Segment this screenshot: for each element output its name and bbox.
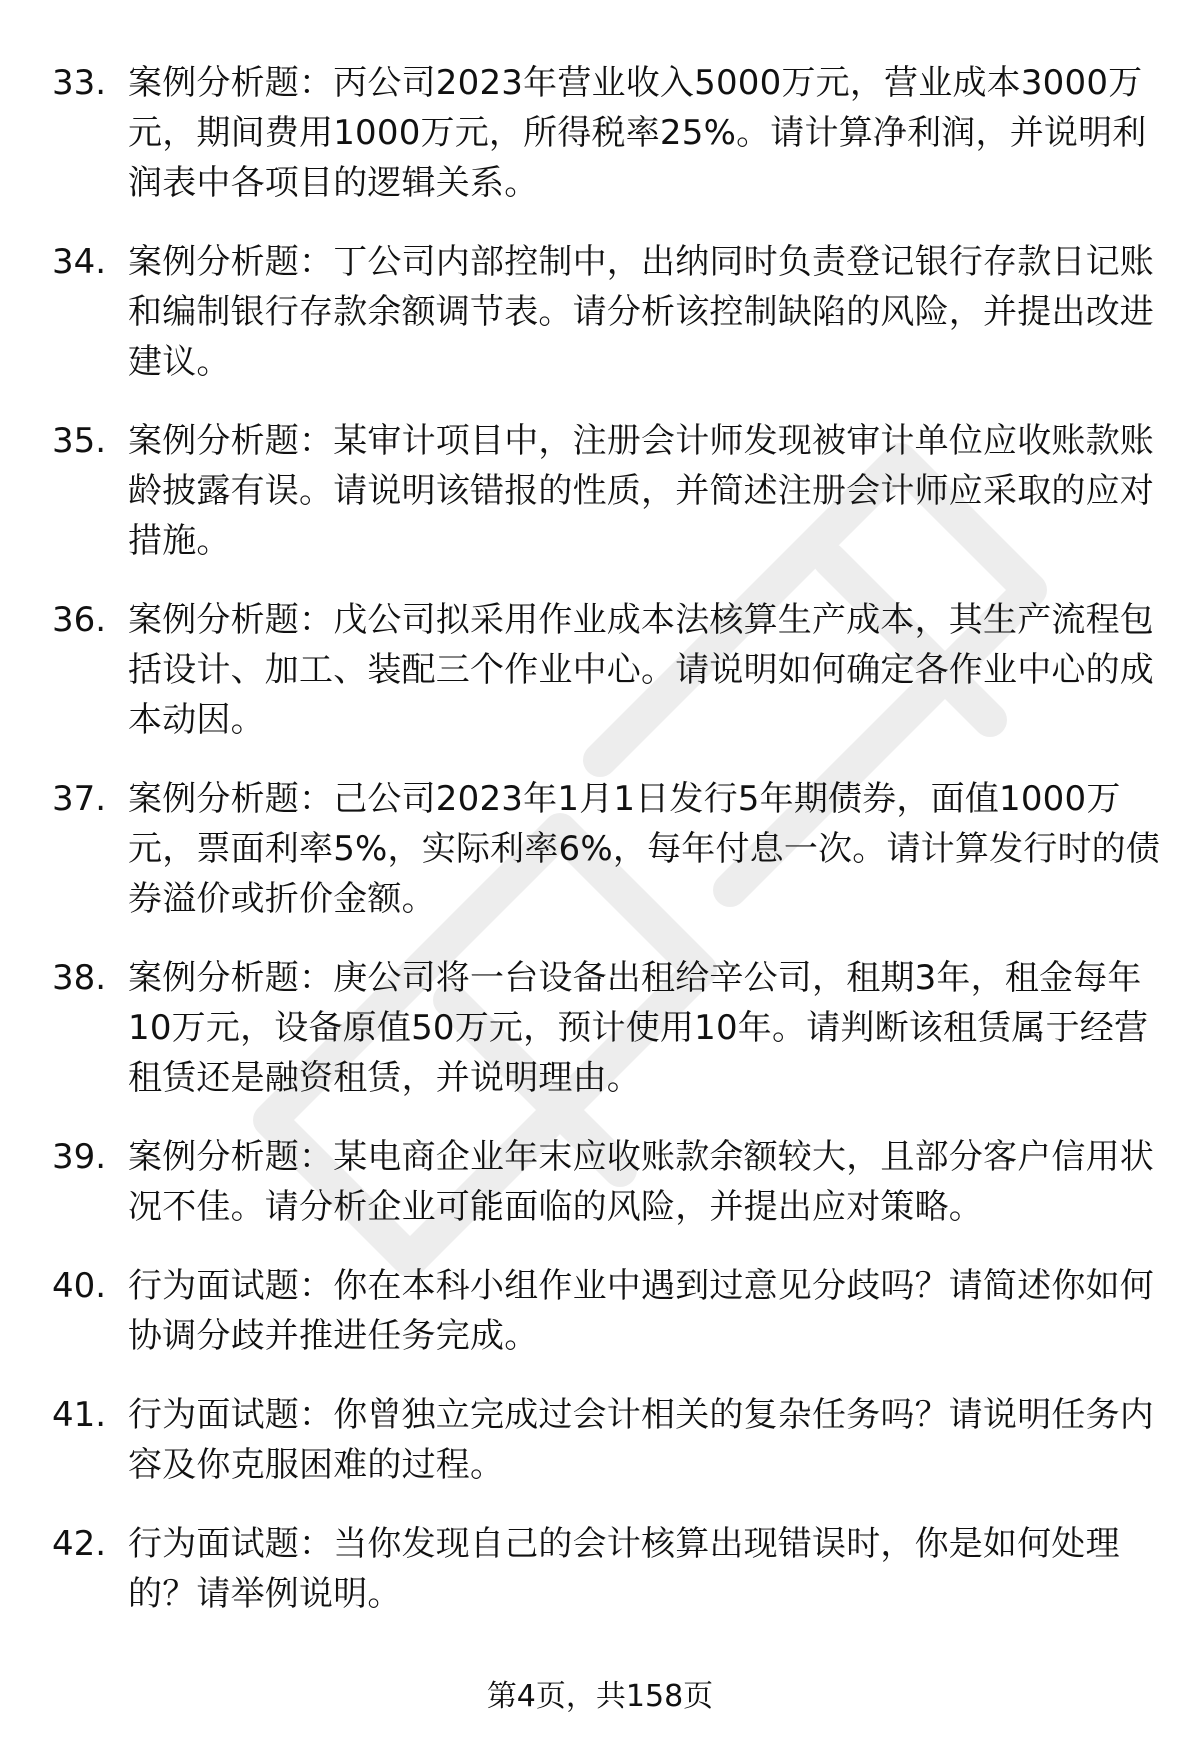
question-item-38 bbox=[52, 953, 1162, 1103]
question-item-36 bbox=[52, 595, 1162, 745]
question-text: 案例分析题：丁公司内部控制中，出纳同时负责登记银行存款日记账和编制银行存款余额调节表。请分析该控制缺陷的风险，并提出改进建议。 bbox=[128, 242, 1154, 382]
question-text: 行为面试题：你曾独立完成过会计相关的复杂任务吗？请说明任务内容及你克服困难的过程。 bbox=[128, 1395, 1154, 1485]
question-text: 案例分析题：己公司2023年1月1日发行5年期债券，面值1000万元，票面利率5%，实际利率6%，每年付息一次。请计算发行时的债券溢价或折价金额。 bbox=[128, 779, 1161, 919]
question-text: 案例分析题：某电商企业年末应收账款余额较大，且部分客户信用状况不佳。请分析企业可能面临的风险，并提出应对策略。 bbox=[128, 1137, 1154, 1227]
question-number: 39. bbox=[52, 1137, 107, 1177]
question-number: 38. bbox=[52, 958, 107, 998]
question-item-37 bbox=[52, 774, 1162, 924]
question-text: 案例分析题：戊公司拟采用作业成本法核算生产成本，其生产流程包括设计、加工、装配三个作业中心。请说明如何确定各作业中心的成本动因。 bbox=[128, 600, 1154, 740]
question-text: 行为面试题：你在本科小组作业中遇到过意见分歧吗？请简述你如何协调分歧并推进任务完成。 bbox=[128, 1266, 1154, 1356]
question-number: 42. bbox=[52, 1524, 107, 1564]
question-item-33 bbox=[52, 58, 1162, 208]
question-text: 行为面试题：当你发现自己的会计核算出现错误时，你是如何处理的？请举例说明。 bbox=[128, 1524, 1120, 1614]
question-number: 33. bbox=[52, 63, 107, 103]
question-number: 35. bbox=[52, 421, 107, 461]
question-list bbox=[52, 58, 1162, 1648]
question-item-34 bbox=[52, 237, 1162, 387]
question-item-42 bbox=[52, 1519, 1162, 1619]
question-number: 41. bbox=[52, 1395, 107, 1435]
question-item-40 bbox=[52, 1261, 1162, 1361]
question-number: 40. bbox=[52, 1266, 107, 1306]
question-text: 案例分析题：丙公司2023年营业收入5000万元，营业成本3000万元，期间费用1000万元，所得税率25%。请计算净利润，并说明利润表中各项目的逻辑关系。 bbox=[128, 63, 1147, 203]
question-text: 案例分析题：庚公司将一台设备出租给辛公司，租期3年，租金每年10万元，设备原值50万元，预计使用10年。请判断该租赁属于经营租赁还是融资租赁，并说明理由。 bbox=[128, 958, 1149, 1098]
page-number-footer: 第4页，共158页 bbox=[486, 1679, 714, 1714]
question-number: 36. bbox=[52, 600, 107, 640]
question-number: 34. bbox=[52, 242, 107, 282]
question-item-41 bbox=[52, 1390, 1162, 1490]
question-item-35 bbox=[52, 416, 1162, 566]
question-number: 37. bbox=[52, 779, 107, 819]
question-text: 案例分析题：某审计项目中，注册会计师发现被审计单位应收账款账龄披露有误。请说明该错报的性质，并简述注册会计师应采取的应对措施。 bbox=[128, 421, 1154, 561]
question-item-39 bbox=[52, 1132, 1162, 1232]
